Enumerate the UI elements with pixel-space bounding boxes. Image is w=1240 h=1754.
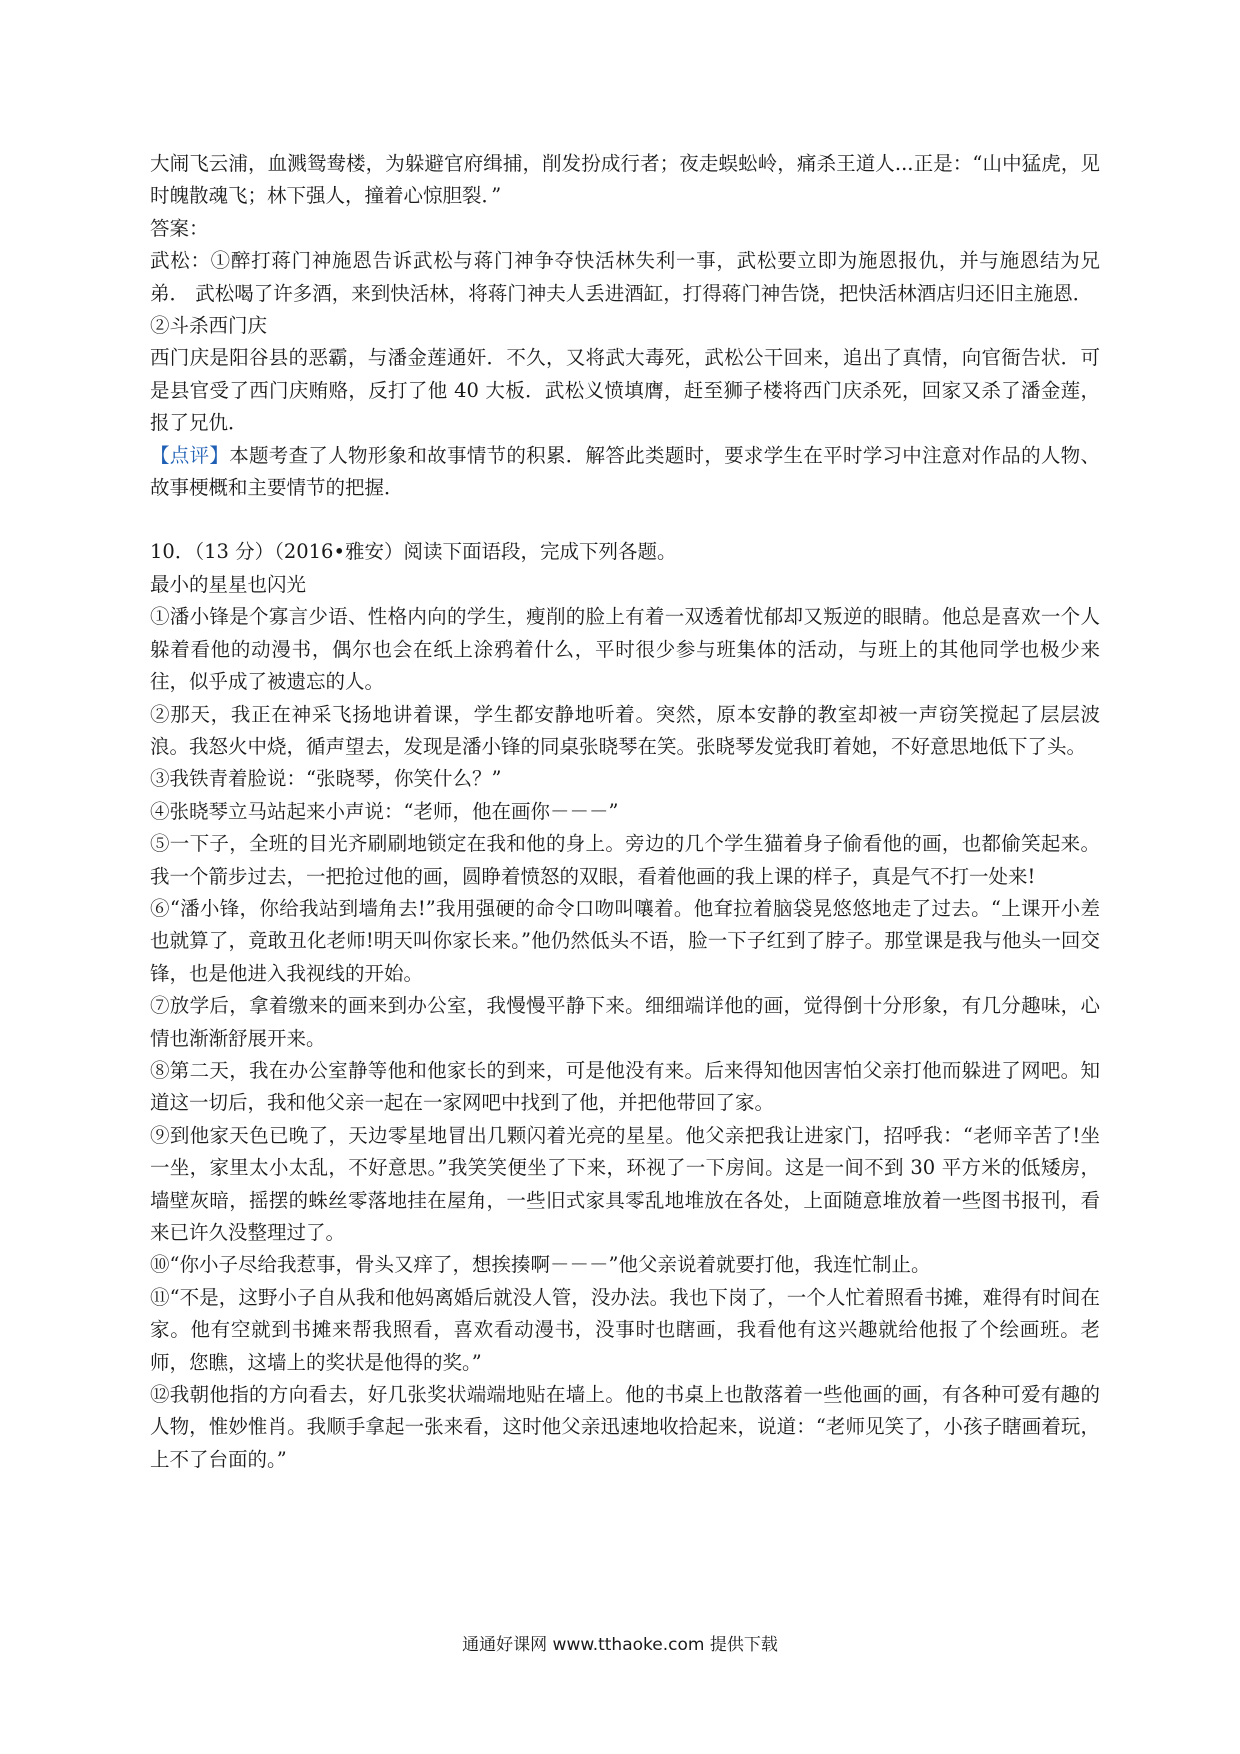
passage-paragraph-4: ④张晓琴立马站起来小声说：“老师，他在画你－－－” bbox=[150, 799, 619, 823]
paragraph-answer-2: 西门庆是阳谷县的恶霸，与潘金莲通奸．不久，又将武大毒死，武松公干回来，追出了真情，向官衙告状．可是县官受了西门庆贿赂，反打了他 40 大板．武松义愤填膺，赶至狮子楼将西门庆杀死，回家又杀了潘金莲，报了兄仇． bbox=[150, 346, 1100, 435]
paragraph-answer-1: 武松：①醉打蒋门神施恩告诉武松与蒋门神争夺快活林失利一事，武松要立即为施恩报仇，并与施恩结为兄弟． 武松喝了许多酒，来到快活林，将蒋门神夫人丢进酒缸，打得蒋门神告饶，把快活林酒店归还旧主施恩． bbox=[150, 249, 1100, 305]
passage-paragraph-1: ①潘小锋是个寡言少语、性格内向的学生，瘦削的脸上有着一双透着忧郁却又叛逆的眼睛。他总是喜欢一个人躲着看他的动漫书，偶尔也会在纸上涂鸦着什么，平时很少参与班集体的活动，与班上的其他同学也极少来往，似乎成了被遗忘的人。 bbox=[150, 605, 1100, 694]
passage-paragraph-3: ③我铁青着脸说：“张晓琴，你笑什么？” bbox=[150, 767, 502, 791]
section-gap bbox=[150, 504, 1100, 536]
passage-paragraph-12: ⑫我朝他指的方向看去，好几张奖状端端地贴在墙上。他的书桌上也散落着一些他画的画，有各种可爱有趣的人物，惟妙惟肖。我顺手拿起一张来看，这时他父亲迅速地收拾起来，说道：“老师见笑了，小孩子瞎画着玩，上不了台面的。” bbox=[150, 1383, 1100, 1471]
page-footer: 通通好课网 www.tthaoke.com 提供下载 bbox=[462, 1635, 778, 1655]
comment-tag: 【点评】 bbox=[150, 443, 230, 467]
passage-paragraph-10: ⑩“你小子尽给我惹事，骨头又痒了，想挨揍啊－－－”他父亲说着就要打他，我连忙制止。 bbox=[150, 1253, 931, 1277]
passage-paragraph-2: ②那天，我正在神采飞扬地讲着课，学生都安静地听着。突然，原本安静的教室却被一声窃笑搅起了层层波浪。我怒火中烧，循声望去，发现是潘小锋的同桌张晓琴在笑。张晓琴发觉我盯着她，不好意思地低下了头。 bbox=[150, 702, 1100, 758]
paragraph-answer-2-title: ②斗杀西门庆 bbox=[150, 314, 268, 338]
passage-paragraph-6: ⑥“潘小锋，你给我站到墙角去!”我用强硬的命令口吻叫嚷着。他耷拉着脑袋晃悠悠地走了过去。“上课开小差也就算了，竟敢丑化老师!明天叫你家长来。”他仍然低头不语，脸一下子红到了脖子。那堂课是我与他头一回交锋，也是他进入我视线的开始。 bbox=[150, 896, 1100, 985]
passage-title: 最小的星星也闪光 bbox=[150, 572, 307, 596]
paragraph-intro: 大闹飞云浦，血溅鸳鸯楼，为躲避官府缉捕，削发扮成行者；夜走蜈蚣岭，痛杀王道人...正是：“山中猛虎，见时魄散魂飞；林下强人，撞着心惊胆裂．” bbox=[150, 152, 1100, 208]
document-body bbox=[150, 148, 1100, 1476]
answer-label: 答案： bbox=[150, 216, 209, 240]
passage-paragraph-5: ⑤一下子，全班的目光齐刷刷地锁定在我和他的身上。旁边的几个学生猫着身子偷看他的画，也都偷笑起来。我一个箭步过去，一把抢过他的画，圆睁着愤怒的双眼，看着他画的我上课的样子，真是气不打一处来! bbox=[150, 832, 1100, 888]
passage-paragraph-11: ⑪“不是，这野小子自从我和他妈离婚后就没人管，没办法。我也下岗了，一个人忙着照看书摊，难得有时间在家。他有空就到书摊来帮我照看，喜欢看动漫书，没事时也瞎画，我看他有这兴趣就给他报了个绘画班。老师，您瞧，这墙上的奖状是他得的奖。” bbox=[150, 1285, 1100, 1374]
comment-paragraph bbox=[150, 440, 1100, 505]
passage-paragraph-7: ⑦放学后，拿着缴来的画来到办公室，我慢慢平静下来。细细端详他的画，觉得倒十分形象，有几分趣味，心情也渐渐舒展开来。 bbox=[150, 994, 1100, 1050]
question-header: 10．（13 分）（2016•雅安）阅读下面语段，完成下列各题。 bbox=[150, 540, 677, 564]
comment-text: 本题考查了人物形象和故事情节的积累．解答此类题时，要求学生在平时学习中注意对作品的人物、故事梗概和主要情节的把握． bbox=[150, 443, 1100, 500]
passage-paragraph-9: ⑨到他家天色已晚了，天边零星地冒出几颗闪着光亮的星星。他父亲把我让进家门，招呼我：“老师辛苦了!坐一坐，家里太小太乱，不好意思。”我笑笑便坐了下来，环视了一下房间。这是一间不到 30 平方米的低矮房，墙壁灰暗，摇摆的蛛丝零落地挂在屋角，一些旧式家具零乱地堆放在各处，上面随意堆放着一些图书报刊，看来已许久没整理过了。 bbox=[150, 1123, 1100, 1244]
passage-paragraph-8: ⑧第二天，我在办公室静等他和他家长的到来，可是他没有来。后来得知他因害怕父亲打他而躲进了网吧。知道这一切后，我和他父亲一起在一家网吧中找到了他，并把他带回了家。 bbox=[150, 1058, 1100, 1115]
